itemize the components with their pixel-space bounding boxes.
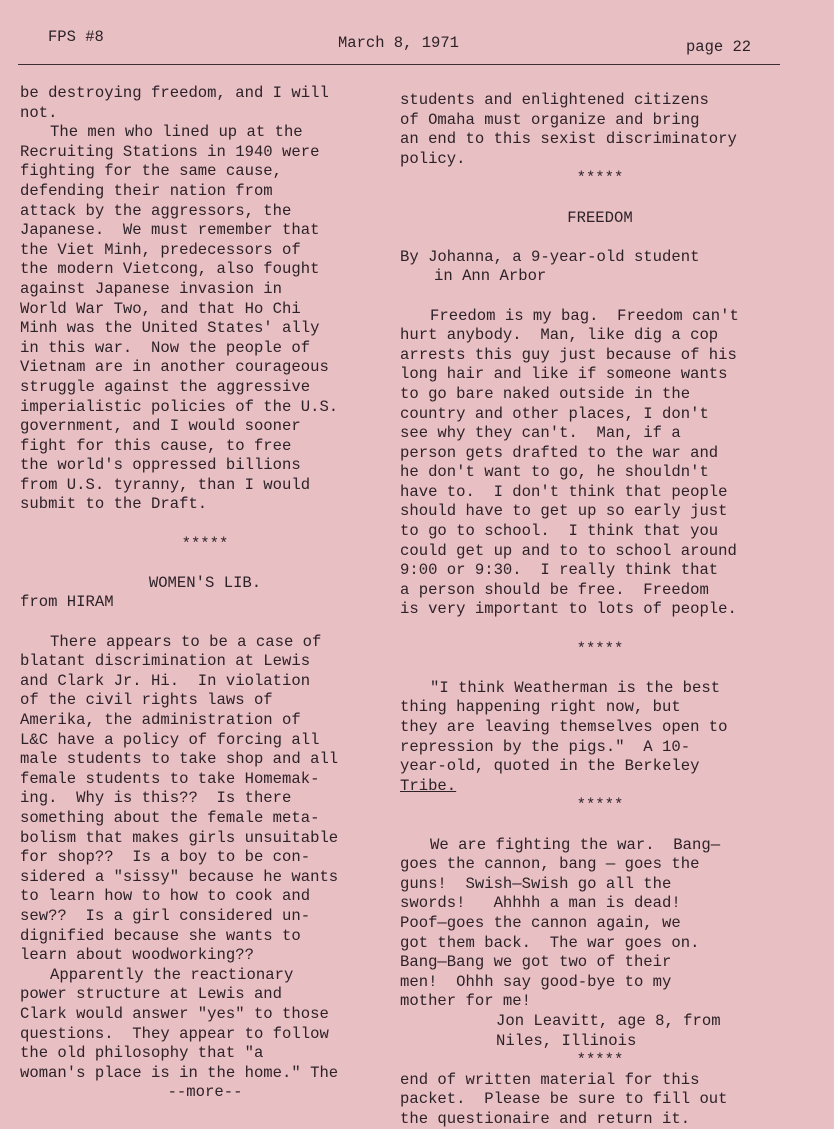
left-column-line: Recruiting Stations in 1940 were: [20, 142, 320, 161]
right-column-line: By Johanna, a 9-year-old student: [400, 247, 700, 266]
left-column-line: for shop?? Is a boy to be con-: [20, 848, 311, 867]
right-column-line: see why they can't. Man, if a: [400, 424, 681, 443]
header-rule: [18, 64, 780, 65]
left-column-line: the world's oppressed billions: [20, 456, 301, 475]
left-column-line: of the civil rights laws of: [20, 691, 273, 710]
right-column-line: long hair and like if someone wants: [400, 365, 728, 384]
right-column-line: mother for me!: [400, 992, 532, 1011]
left-column-line: Japanese. We must remember that: [20, 221, 320, 240]
right-column-line: he don't want to go, he shouldn't: [400, 463, 709, 482]
left-column-line: Apparently the reactionary: [50, 965, 294, 984]
right-column-line: [400, 287, 800, 307]
left-column-line: defending their nation from: [20, 181, 273, 200]
left-column-line: from U.S. tyranny, than I would: [20, 475, 311, 494]
left-column-line: submit to the Draft.: [20, 495, 208, 514]
left-column-line: male students to take shop and all: [20, 750, 339, 769]
left-column-line: L&C have a policy of forcing all: [20, 730, 320, 749]
right-column-line: Tribe.: [400, 776, 457, 795]
left-column-line: bolism that makes girls unsuitable: [20, 828, 339, 847]
right-column-line: FREEDOM: [567, 208, 633, 227]
right-column-line: [400, 620, 800, 640]
left-column-line: be destroying freedom, and I will: [20, 84, 329, 102]
header-date: March 8, 1971: [338, 34, 459, 52]
right-column-line: [400, 228, 800, 248]
left-column-line: [20, 515, 390, 535]
right-column-line: thing happening right now, but: [400, 698, 681, 717]
right-column-line: goes the cannon, bang — goes the: [400, 855, 700, 874]
right-column-line: an end to this sexist discriminatory: [400, 130, 737, 149]
right-column-line: a person should be free. Freedom: [400, 580, 709, 599]
right-column-line: packet. Please be sure to fill out: [400, 1090, 728, 1109]
left-column-line: Vietnam are in another courageous: [20, 358, 329, 377]
right-column-line: they are leaving themselves open to: [400, 718, 728, 736]
right-column-line: students and enlightened citizens: [400, 91, 709, 109]
left-column-line: from HIRAM: [20, 593, 114, 612]
right-column-line: 9:00 or 9:30. I really think that: [400, 561, 719, 580]
right-column-line: could get up and to to school around: [400, 541, 737, 560]
right-column-line: should have to get up so early just: [400, 502, 728, 521]
right-column-line: policy.: [400, 149, 466, 168]
left-column-line: questions. They appear to follow: [20, 1024, 329, 1043]
header-issue: FPS #8: [48, 28, 104, 46]
right-column-line: Freedom is my bag. Freedom can't: [430, 306, 739, 325]
right-column-line: to go bare naked outside in the: [400, 384, 691, 403]
header-page-number: page 22: [686, 38, 752, 56]
left-column-line: dignified because she wants to: [20, 926, 301, 945]
left-column-line: [20, 613, 390, 633]
right-column-line: is very important to lots of people.: [400, 600, 737, 619]
right-column-line: Poof—goes the cannon again, we: [400, 913, 681, 932]
left-column-line: ing. Why is this?? Is there: [20, 789, 292, 808]
left-column-line: to learn how to how to cook and: [20, 887, 311, 906]
right-column-line: Jon Leavitt, age 8, from: [496, 1011, 721, 1030]
left-column-line: the modern Vietcong, also fought: [20, 260, 320, 279]
left-column-line: World War Two, and that Ho Chi: [20, 299, 301, 318]
right-column-line: of Omaha must organize and bring: [400, 110, 700, 129]
right-column-line: [400, 659, 800, 679]
right-column-line: in Ann Arbor: [434, 267, 547, 286]
left-column-line: female students to take Homemak-: [20, 769, 320, 788]
left-column-line: government, and I would sooner: [20, 417, 301, 436]
left-column-line: the old philosophy that "a: [20, 1044, 264, 1063]
left-column-line: fight for this cause, to free: [20, 436, 292, 455]
left-column-line: blatant discrimination at Lewis: [20, 652, 311, 671]
right-column-line: country and other places, I don't: [400, 404, 709, 423]
right-column-line: men! Ohhh say good-bye to my: [400, 972, 672, 991]
left-column-line: attack by the aggressors, the: [20, 201, 292, 220]
left-column-line: struggle against the aggressive: [20, 377, 311, 396]
right-column-line: [400, 816, 800, 836]
left-column-line: fighting for the same cause,: [20, 162, 283, 181]
left-column-line: something about the female meta-: [20, 808, 320, 827]
left-column: [20, 84, 390, 1103]
right-column-line: hurt anybody. Man, like dig a cop: [400, 326, 719, 345]
right-column-line: year-old, quoted in the Berkeley: [400, 757, 700, 776]
left-column-line: and Clark Jr. Hi. In violation: [20, 671, 311, 690]
right-column-line: guns! Swish—Swish go all the: [400, 874, 672, 893]
right-column-line: "I think Weatherman is the best: [430, 678, 721, 697]
left-column-line: [20, 554, 390, 574]
left-column-line: sidered a "sissy" because he wants: [20, 867, 339, 886]
right-column-line: *****: [576, 639, 624, 658]
left-column-line: Minh was the United States' ally: [20, 319, 320, 338]
right-column-line: person gets drafted to the war and: [400, 443, 719, 462]
left-column-line: against Japanese invasion in: [20, 279, 283, 298]
right-column-line: We are fighting the war. Bang—: [430, 835, 721, 854]
left-column-line: Clark would answer "yes" to those: [20, 1004, 329, 1023]
left-column-line: --more--: [167, 1083, 243, 1102]
right-column-line: [400, 189, 800, 209]
right-column-line: *****: [576, 1051, 624, 1070]
left-column-line: Amerika, the administration of: [20, 711, 301, 729]
right-column-line: swords! Ahhhh a man is dead!: [400, 894, 681, 913]
right-column-line: to go to school. I think that you: [400, 522, 719, 541]
left-column-line: There appears to be a case of: [50, 632, 322, 651]
right-column-line: have to. I don't think that people: [400, 482, 728, 501]
left-column-line: in this war. Now the people of: [20, 338, 311, 357]
left-column-line: imperialistic policies of the U.S.: [20, 397, 339, 416]
left-column-line: learn about woodworking??: [20, 946, 254, 965]
left-column-line: WOMEN'S LIB.: [148, 573, 262, 592]
left-column-line: woman's place is in the home." The: [20, 1063, 339, 1082]
right-column-line: end of written material for this: [400, 1070, 700, 1089]
left-column-line: *****: [181, 534, 229, 553]
right-column-line: got them back. The war goes on.: [400, 933, 700, 952]
right-column-line: repression by the pigs." A 10-: [400, 737, 691, 756]
right-column-line: *****: [576, 169, 624, 188]
left-column-line: the Viet Minh, predecessors of: [20, 240, 301, 259]
left-column-line: not.: [20, 103, 58, 122]
right-column-line: *****: [576, 796, 624, 815]
left-column-line: power structure at Lewis and: [20, 985, 283, 1004]
left-column-line: The men who lined up at the: [50, 123, 303, 142]
right-column-line: arrests this guy just because of his: [400, 345, 737, 364]
left-column-line: sew?? Is a girl considered un-: [20, 906, 311, 925]
right-column: [400, 91, 800, 1129]
right-column-line: Bang—Bang we got two of their: [400, 953, 672, 972]
right-column-line: Niles, Illinois: [496, 1031, 637, 1050]
right-column-line: the questionaire and return it.: [400, 1109, 691, 1128]
